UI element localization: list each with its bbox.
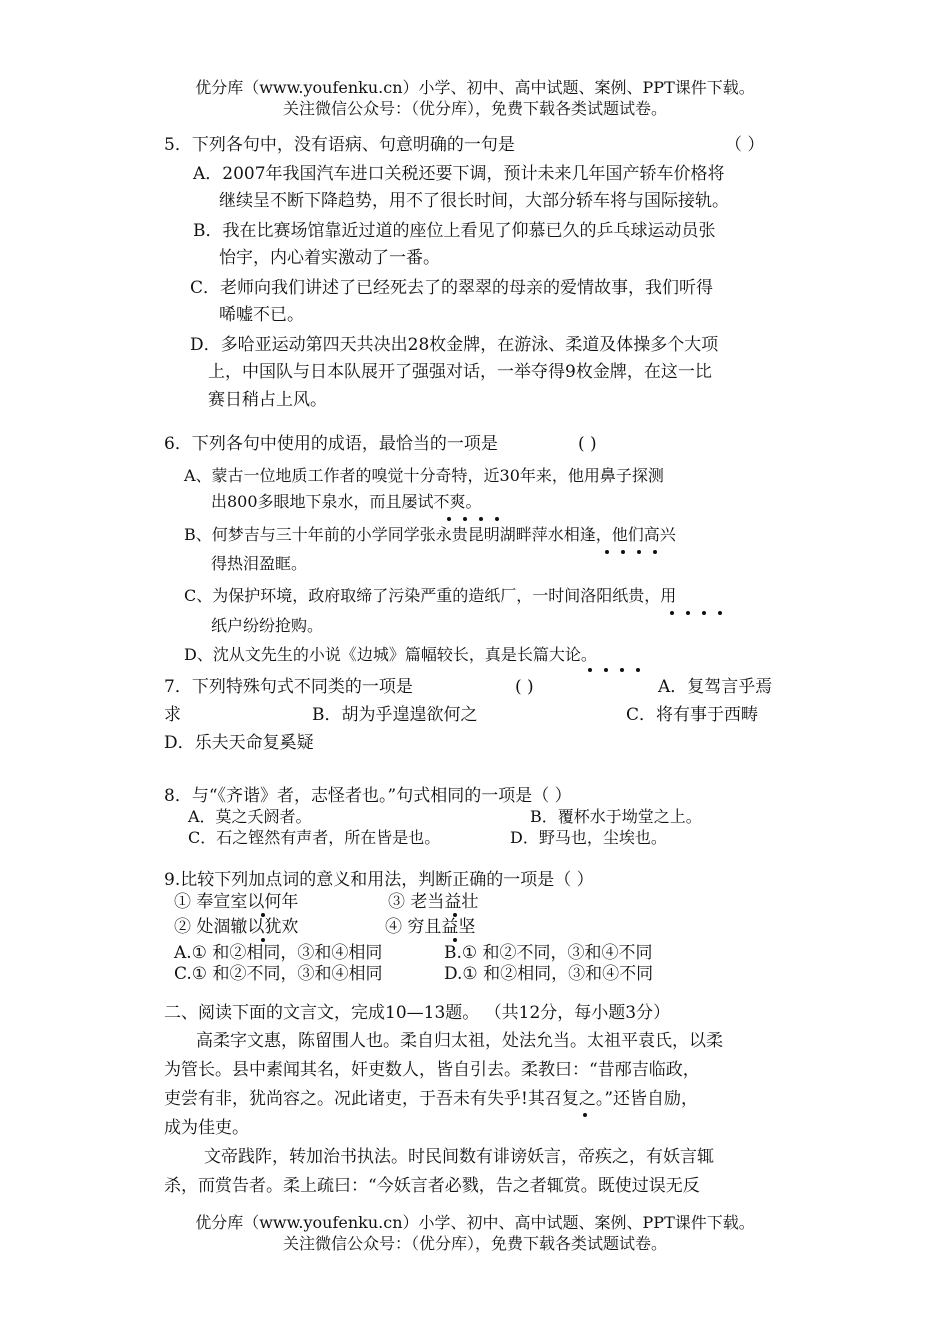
q5-stem: 5．下列各句中，没有语病、句意明确的一句是 bbox=[164, 135, 515, 155]
q9-option-d: D.① 和②相同，③和④不同 bbox=[444, 964, 654, 984]
section-2-heading: 二、阅读下面的文言文，完成10—13题。 （共12分，每小题3分） bbox=[164, 1003, 671, 1023]
emphasis-dot bbox=[653, 550, 657, 554]
emphasis-dot bbox=[453, 913, 457, 917]
q5-option-b-line2: 怡宇，内心着实激动了一番。 bbox=[219, 248, 440, 268]
q6-option-d-line1: D、沈从文先生的小说《边城》篇幅较长，真是长篇大论。 bbox=[184, 645, 597, 664]
emphasis-dot bbox=[636, 668, 640, 672]
page-header-line2: 关注微信公众号：（优分库），免费下载各类试题试卷。 bbox=[282, 99, 667, 118]
q5-option-b-line1: B．我在比赛场馆靠近过道的座位上看见了仰慕已久的乒乓球运动员张 bbox=[193, 221, 716, 241]
passage-p2-line2: 杀，而赏告者。柔上疏曰：“今妖言者必戮，告之者辄赏。既使过误无反 bbox=[164, 1176, 700, 1196]
emphasis-dot bbox=[261, 913, 265, 917]
page-header-line1: 优分库（www.youfenku.cn）小学、初中、高中试题、案例、PPT课件下载。 bbox=[195, 78, 755, 97]
q6-option-c-line1: C、为保护环境，政府取缔了污染严重的造纸厂，一时间洛阳纸贵，用 bbox=[184, 586, 677, 605]
q5-option-c-line2: 唏嘘不已。 bbox=[219, 305, 304, 325]
emphasis-dot bbox=[463, 517, 467, 521]
page-footer-line1: 优分库（www.youfenku.cn）小学、初中、高中试题、案例、PPT课件下载。 bbox=[195, 1213, 755, 1232]
page-footer-line2: 关注微信公众号：（优分库），免费下载各类试题试卷。 bbox=[282, 1234, 667, 1253]
q8-option-d: D．野马也，尘埃也。 bbox=[510, 828, 667, 847]
q6-option-a-line2: 出800多眼地下泉水，而且屡试不爽。 bbox=[211, 492, 482, 511]
q5-option-d-line3: 赛日稍占上风。 bbox=[208, 390, 327, 410]
q8-option-a: A．莫之夭阏者。 bbox=[188, 807, 312, 826]
q9-item-1: ① 奉宣室以何年 bbox=[174, 892, 299, 912]
q7-answer-bracket: ( ) bbox=[515, 677, 534, 697]
emphasis-dot bbox=[447, 517, 451, 521]
q9-option-c: C.① 和②不同，③和④相同 bbox=[174, 964, 383, 984]
q7-option-a-line1: A．复驾言乎焉 bbox=[658, 677, 773, 697]
q6-option-a-line1: A、蒙古一位地质工作者的嗅觉十分奇特，近30年来，他用鼻子探测 bbox=[184, 466, 664, 485]
emphasis-dot bbox=[702, 611, 706, 615]
emphasis-dot bbox=[620, 668, 624, 672]
q5-option-a-line2: 继续呈不断下降趋势，用不了很长时间，大部分轿车将与国际接轨。 bbox=[219, 191, 729, 211]
q6-option-c-line2: 纸户纷纷抢购。 bbox=[211, 616, 324, 635]
q6-option-b-line1: B、何梦吉与三十年前的小学同学张永贵昆明湖畔萍水相逢，他们高兴 bbox=[184, 525, 676, 544]
q5-option-a-line1: A．2007年我国汽车进口关税还要下调，预计未来几年国产轿车价格将 bbox=[193, 164, 725, 184]
q7-stem: 7．下列特殊句式不同类的一项是 bbox=[164, 677, 413, 697]
q9-stem: 9.比较下列加点词的意义和用法，判断正确的一项是（ ） bbox=[164, 870, 594, 890]
emphasis-dot bbox=[604, 668, 608, 672]
passage-p1-line4: 成为佳吏。 bbox=[164, 1118, 249, 1138]
q9-item-2: ② 处涸辙以犹欢 bbox=[174, 917, 299, 937]
q8-stem: 8．与“《齐谐》者，志怪者也。”句式相同的一项是（ ） bbox=[164, 786, 572, 806]
passage-p1-line2: 为管长。县中素闻其名，奸吏数人，皆自引去。柔教曰：“昔邴吉临政， bbox=[164, 1060, 700, 1080]
q8-option-b: B．覆杯水于坳堂之上。 bbox=[530, 807, 702, 826]
q5-option-c-line1: C．老师向我们讲述了已经死去了的翠翠的母亲的爱情故事，我们听得 bbox=[190, 278, 714, 298]
emphasis-dot bbox=[583, 1113, 587, 1117]
emphasis-dot bbox=[637, 550, 641, 554]
q9-option-b: B.① 和②不同，③和④不同 bbox=[444, 943, 653, 963]
q5-answer-bracket: （ ） bbox=[725, 135, 765, 155]
emphasis-dot bbox=[495, 517, 499, 521]
q7-option-c: C．将有事于西畴 bbox=[626, 705, 759, 725]
q5-option-d-line2: 上，中国队与日本队展开了强强对话，一举夺得9枚金牌，在这一比 bbox=[208, 362, 712, 382]
emphasis-dot bbox=[588, 668, 592, 672]
q9-option-a: A.① 和②相同，③和④相同 bbox=[174, 943, 383, 963]
emphasis-dot bbox=[718, 611, 722, 615]
emphasis-dot bbox=[670, 611, 674, 615]
emphasis-dot bbox=[621, 550, 625, 554]
q7-option-d: D．乐夫天命复奚疑 bbox=[164, 733, 314, 753]
passage-p1-line1: 高柔字文惠，陈留围人也。柔自归太祖，处法允当。太祖平袁氏，以柔 bbox=[196, 1031, 723, 1051]
q8-option-c: C．石之铿然有声者，所在皆是也。 bbox=[188, 828, 441, 847]
q7-option-b: B．胡为乎遑遑欲何之 bbox=[312, 705, 478, 725]
emphasis-dot bbox=[686, 611, 690, 615]
q6-stem: 6．下列各句中使用的成语，最恰当的一项是 bbox=[164, 434, 498, 454]
passage-p1-line3: 吏尝有非，犹尚容之。况此诸吏，于吾未有失乎!其召复之。”还皆自励， bbox=[164, 1089, 699, 1109]
emphasis-dot bbox=[605, 550, 609, 554]
passage-p2-line1: 文帝践阼，转加治书执法。时民间数有诽谤妖言，帝疾之，有妖言辄 bbox=[204, 1147, 714, 1167]
q5-option-d-line1: D．多哈亚运动第四天共决出28枚金牌，在游泳、柔道及体操多个大项 bbox=[190, 335, 719, 355]
q7-option-a-line2: 求 bbox=[164, 705, 181, 725]
q9-item-3: ③ 老当益壮 bbox=[388, 892, 479, 912]
emphasis-dot bbox=[479, 517, 483, 521]
q6-answer-bracket: ( ) bbox=[578, 434, 597, 454]
q6-option-b-line2: 得热泪盈眶。 bbox=[211, 554, 308, 573]
q9-item-4: ④ 穷且益坚 bbox=[385, 917, 476, 937]
